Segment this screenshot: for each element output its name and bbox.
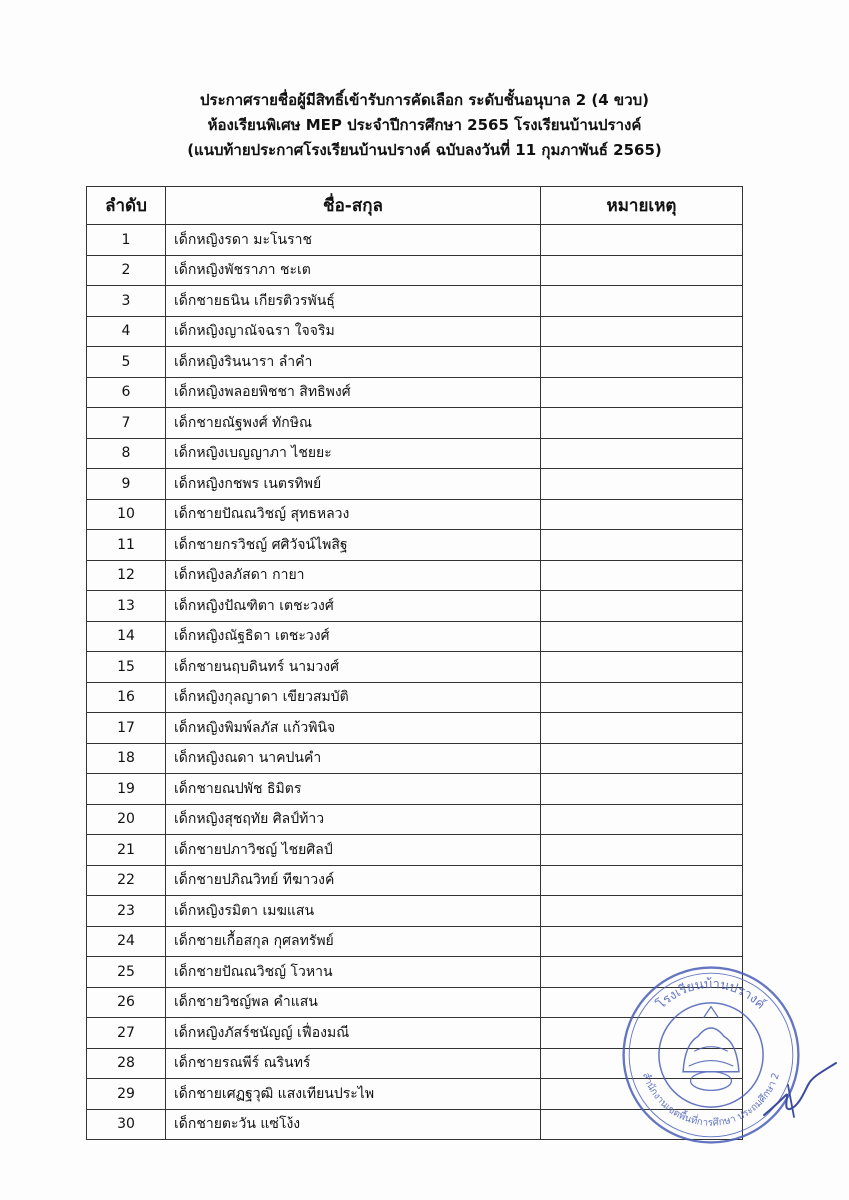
table-row <box>87 408 743 439</box>
header-title-line-3: (แนบท้ายประกาศโรงเรียนบ้านปรางค์ ฉบับลงวันที่ 11 กุมภาพันธ์ 2565) <box>187 141 662 159</box>
row-number: 14 <box>87 621 166 652</box>
seal-bottom-text: สำนักงานเขตพื้นที่การศึกษา ประถมศึกษา 2 <box>639 1071 782 1129</box>
row-remark <box>541 591 743 622</box>
table-row <box>87 713 743 744</box>
row-number: 21 <box>87 835 166 866</box>
column-header-number: ลำดับ <box>87 187 166 225</box>
row-remark <box>541 286 743 317</box>
table-row <box>87 225 743 256</box>
row-number: 23 <box>87 896 166 927</box>
row-number: 29 <box>87 1079 166 1110</box>
row-remark <box>541 865 743 896</box>
row-number: 30 <box>87 1109 166 1140</box>
row-full-name: เด็กชายนฤบดินทร์ นามวงศ์ <box>166 652 541 683</box>
table-row <box>87 1109 743 1140</box>
row-full-name: เด็กหญิงญาณัจฉรา ใจจริม <box>166 316 541 347</box>
row-full-name: เด็กชายวิชญ์พล คำแสน <box>166 987 541 1018</box>
table-row <box>87 377 743 408</box>
row-number: 11 <box>87 530 166 561</box>
row-number: 9 <box>87 469 166 500</box>
table-row <box>87 316 743 347</box>
row-full-name: เด็กหญิงพลอยพิชชา สิทธิพงศ์ <box>166 377 541 408</box>
row-full-name: เด็กหญิงรดา มะโนราช <box>166 225 541 256</box>
row-remark <box>541 225 743 256</box>
row-remark <box>541 255 743 286</box>
table-row <box>87 469 743 500</box>
row-remark <box>541 987 743 1018</box>
table-row <box>87 865 743 896</box>
row-number: 4 <box>87 316 166 347</box>
row-full-name: เด็กชายปัณณวิชญ์ สุทธหลวง <box>166 499 541 530</box>
row-number: 20 <box>87 804 166 835</box>
row-full-name: เด็กหญิงเบญญาภา ไชยยะ <box>166 438 541 469</box>
signature-icon <box>760 1055 840 1135</box>
header-title-line-1: ประกาศรายชื่อผู้มีสิทธิ์เข้ารับการคัดเลือก ระดับชั้นอนุบาล 2 (4 ขวบ) <box>199 91 649 109</box>
row-full-name: เด็กหญิงกชพร เนตรทิพย์ <box>166 469 541 500</box>
table-row <box>87 957 743 988</box>
table-header-row <box>87 187 743 225</box>
table-row <box>87 743 743 774</box>
row-number: 12 <box>87 560 166 591</box>
table-row <box>87 1079 743 1110</box>
table-row <box>87 621 743 652</box>
row-full-name: เด็กชายปัณณวิชญ์ โวหาน <box>166 957 541 988</box>
row-full-name: เด็กหญิงปัณฑิตา เตชะวงศ์ <box>166 591 541 622</box>
table-row <box>87 774 743 805</box>
row-number: 24 <box>87 926 166 957</box>
row-number: 7 <box>87 408 166 439</box>
row-remark <box>541 1048 743 1079</box>
row-remark <box>541 682 743 713</box>
column-header-remark: หมายเหตุ <box>541 187 743 225</box>
row-full-name: เด็กชายตะวัน แซ่โง้ง <box>166 1109 541 1140</box>
row-number: 25 <box>87 957 166 988</box>
table-row <box>87 1048 743 1079</box>
table-row <box>87 530 743 561</box>
row-remark <box>541 499 743 530</box>
row-full-name: เด็กหญิงณดา นาคปนคำ <box>166 743 541 774</box>
row-full-name: เด็กชายณปพัช ธิมิตร <box>166 774 541 805</box>
table-body <box>87 225 743 1140</box>
row-remark <box>541 774 743 805</box>
row-full-name: เด็กชายณัฐพงศ์ ทักษิณ <box>166 408 541 439</box>
row-remark <box>541 530 743 561</box>
row-remark <box>541 560 743 591</box>
row-remark <box>541 377 743 408</box>
row-number: 2 <box>87 255 166 286</box>
row-number: 16 <box>87 682 166 713</box>
candidate-table <box>86 186 743 1140</box>
table-row <box>87 286 743 317</box>
row-full-name: เด็กชายกรวิชญ์ ศศิวัจน์ไพสิฐ <box>166 530 541 561</box>
row-full-name: เด็กชายธนิน เกียรติวรพันธุ์ <box>166 286 541 317</box>
row-full-name: เด็กหญิงภัสร์ชนัญญ์ เฟื่องมณี <box>166 1018 541 1049</box>
row-number: 13 <box>87 591 166 622</box>
table-row <box>87 987 743 1018</box>
row-remark <box>541 743 743 774</box>
row-number: 1 <box>87 225 166 256</box>
row-full-name: เด็กชายปภิณวิทย์ ทีฆาวงค์ <box>166 865 541 896</box>
row-number: 8 <box>87 438 166 469</box>
table-row <box>87 652 743 683</box>
row-remark <box>541 804 743 835</box>
row-full-name: เด็กชายรณพีร์ ณรินทร์ <box>166 1048 541 1079</box>
row-remark <box>541 469 743 500</box>
row-remark <box>541 896 743 927</box>
row-full-name: เด็กหญิงกุลญาดา เขียวสมบัติ <box>166 682 541 713</box>
row-number: 27 <box>87 1018 166 1049</box>
row-number: 18 <box>87 743 166 774</box>
table-row <box>87 926 743 957</box>
row-number: 10 <box>87 499 166 530</box>
row-remark <box>541 713 743 744</box>
row-remark <box>541 408 743 439</box>
row-full-name: เด็กหญิงพัชราภา ชะเต <box>166 255 541 286</box>
row-full-name: เด็กชายปภาวิชญ์ ไชยศิลป์ <box>166 835 541 866</box>
table-row <box>87 438 743 469</box>
row-number: 3 <box>87 286 166 317</box>
row-remark <box>541 926 743 957</box>
row-full-name: เด็กหญิงลภัสดา กายา <box>166 560 541 591</box>
seal-top-text: โรงเรียนบ้านปรางค์ <box>653 976 768 1013</box>
table-row <box>87 896 743 927</box>
row-full-name: เด็กชายเกื้อสกุล กุศลทรัพย์ <box>166 926 541 957</box>
row-number: 5 <box>87 347 166 378</box>
row-remark <box>541 1079 743 1110</box>
table-row <box>87 682 743 713</box>
row-remark <box>541 438 743 469</box>
row-number: 15 <box>87 652 166 683</box>
table-row <box>87 804 743 835</box>
row-remark <box>541 1018 743 1049</box>
table-row <box>87 499 743 530</box>
row-number: 6 <box>87 377 166 408</box>
row-full-name: เด็กหญิงรมิตา เมฆแสน <box>166 896 541 927</box>
table-row <box>87 560 743 591</box>
row-number: 19 <box>87 774 166 805</box>
row-remark <box>541 347 743 378</box>
row-full-name: เด็กหญิงสุชฤทัย ศิลป์ท้าว <box>166 804 541 835</box>
row-remark <box>541 316 743 347</box>
row-full-name: เด็กหญิงรินนารา ลำคำ <box>166 347 541 378</box>
table-row <box>87 255 743 286</box>
row-number: 26 <box>87 987 166 1018</box>
table-row <box>87 835 743 866</box>
table-row <box>87 591 743 622</box>
table-row <box>87 1018 743 1049</box>
row-full-name: เด็กชายเศฏฐวุฒิ แสงเทียนประไพ <box>166 1079 541 1110</box>
row-full-name: เด็กหญิงพิมพ์ลภัส แก้วพินิจ <box>166 713 541 744</box>
row-remark <box>541 957 743 988</box>
row-remark <box>541 652 743 683</box>
row-number: 17 <box>87 713 166 744</box>
header-title-line-2: ห้องเรียนพิเศษ MEP ประจำปีการศึกษา 2565 โรงเรียนบ้านปรางค์ <box>207 116 642 134</box>
table-row <box>87 347 743 378</box>
row-remark <box>541 621 743 652</box>
document-header <box>0 88 849 163</box>
row-remark <box>541 835 743 866</box>
row-full-name: เด็กหญิงณัฐธิดา เตชะวงศ์ <box>166 621 541 652</box>
row-number: 28 <box>87 1048 166 1079</box>
row-remark <box>541 1109 743 1140</box>
row-number: 22 <box>87 865 166 896</box>
column-header-name: ชื่อ-สกุล <box>166 187 541 225</box>
